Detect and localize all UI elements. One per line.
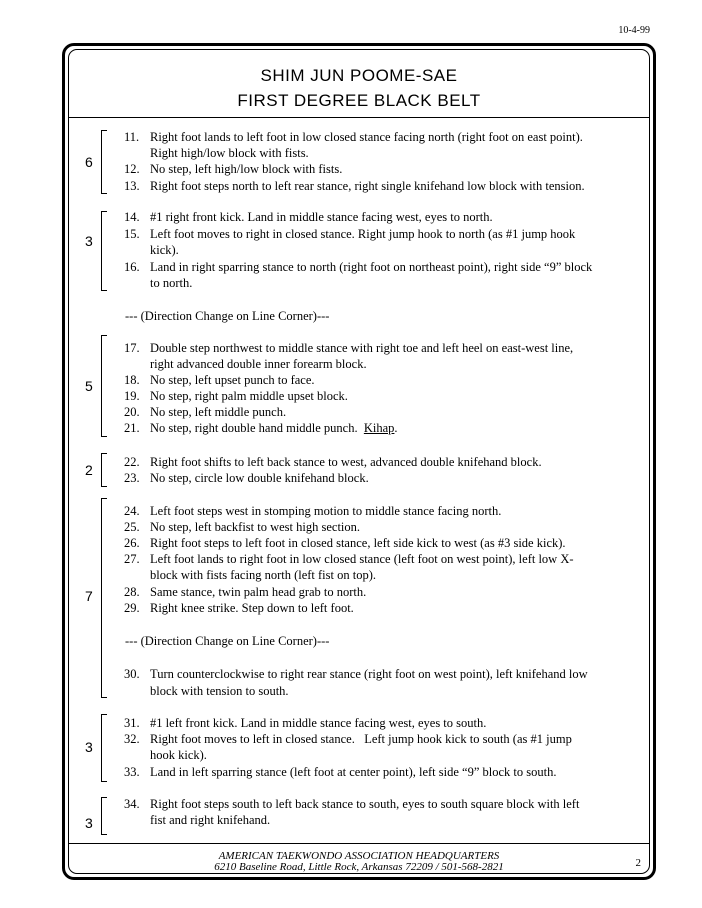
group-bracket	[101, 453, 107, 487]
step-text: Right foot moves to left in closed stance. Left jump hook kick to south (as #1 jump	[150, 732, 572, 746]
step-text: #1 right front kick. Land in middle stance facing west, eyes to north.	[150, 210, 493, 224]
step-11	[124, 129, 583, 145]
group-count: 2	[85, 462, 93, 478]
step-number: 12.	[124, 162, 140, 176]
step-text: Right foot steps to left foot in closed stance, left side kick to west (as #3 side kick).	[150, 536, 566, 550]
step-28	[124, 584, 366, 600]
step-number: 15.	[124, 227, 140, 241]
step-text: Right knee strike. Step down to left foot.	[150, 601, 354, 615]
step-number: 17.	[124, 341, 140, 355]
direction-change-note: --- (Direction Change on Line Corner)---	[125, 634, 330, 648]
step-text: Left foot steps west in stomping motion to middle stance facing north.	[150, 504, 502, 518]
group-bracket	[101, 335, 107, 437]
step-13	[124, 178, 585, 194]
step-number: 20.	[124, 405, 140, 419]
step-number: 16.	[124, 260, 140, 274]
step-23	[124, 470, 369, 486]
step-text: No step, left upset punch to face.	[150, 373, 315, 387]
step-32-continued: hook kick).	[150, 748, 207, 762]
step-34-continued: fist and right knifehand.	[150, 813, 271, 827]
kihap-label: Kihap	[363, 421, 395, 435]
step-number: 29.	[124, 601, 140, 615]
step-number: 11.	[124, 130, 140, 144]
group-bracket	[101, 714, 107, 782]
step-text: Left foot lands to right foot in low closed stance (left foot on west point), left low X-	[150, 552, 574, 566]
step-14	[124, 209, 493, 225]
form-title: SHIM JUN POOME-SAE	[260, 66, 458, 85]
step-number: 31.	[124, 716, 140, 730]
step-30	[124, 666, 588, 682]
step-17	[124, 340, 573, 356]
step-26	[124, 535, 566, 551]
step-text: Double step northwest to middle stance with right toe and left heel on east-west line,	[150, 341, 574, 355]
step-24	[124, 503, 501, 519]
step-text: Land in right sparring stance to north (right foot on northeast point), right side “9” block	[150, 260, 593, 274]
step-number: 18.	[124, 373, 140, 387]
footer-divider	[68, 843, 650, 844]
step-number: 24.	[124, 504, 140, 518]
step-34	[124, 796, 579, 812]
group-count: 3	[85, 739, 93, 755]
step-text: No step, left backfist to west high section.	[150, 520, 361, 534]
header-divider	[68, 117, 650, 118]
step-30-continued: block with tension to south.	[150, 684, 289, 698]
form-subtitle: FIRST DEGREE BLACK BELT	[237, 91, 481, 110]
step-number: 21.	[124, 421, 140, 435]
step-number: 25.	[124, 520, 140, 534]
step-33	[124, 764, 556, 780]
step-17-continued: right advanced double inner forearm block.	[150, 357, 367, 371]
step-text: Right foot shifts to left back stance to west, advanced double knifehand block.	[150, 455, 542, 469]
step-text: Land in left sparring stance (left foot at center point), left side “9” block to south.	[150, 765, 557, 779]
step-text: Same stance, twin palm head grab to north.	[150, 585, 367, 599]
step-16	[124, 259, 592, 275]
step-15	[124, 226, 575, 242]
step-text: Left foot moves to right in closed stance. Right jump hook to north (as #1 jump hook	[150, 227, 576, 241]
step-number: 23.	[124, 471, 140, 485]
group-bracket	[101, 498, 107, 698]
step-number: 19.	[124, 389, 140, 403]
step-20	[124, 404, 286, 420]
step-12	[124, 161, 342, 177]
step-29	[124, 600, 354, 616]
group-bracket	[101, 130, 107, 194]
step-25	[124, 519, 360, 535]
step-text: No step, right double hand middle punch.	[150, 421, 364, 435]
step-21	[124, 420, 398, 436]
step-number: 34.	[124, 797, 140, 811]
step-number: 32.	[124, 732, 140, 746]
group-count: 3	[85, 233, 93, 249]
group-count: 7	[85, 588, 93, 604]
step-number: 33.	[124, 765, 140, 779]
step-16-continued: to north.	[150, 276, 193, 290]
footer	[65, 851, 653, 873]
page-number: 2	[635, 857, 641, 869]
step-text: No step, circle low double knifehand block.	[150, 471, 369, 485]
step-27-continued: block with fists facing north (left fist on top).	[150, 568, 377, 582]
step-number: 22.	[124, 455, 140, 469]
document-date: 10-4-99	[618, 25, 650, 36]
group-count: 6	[85, 154, 93, 170]
group-count: 3	[85, 815, 93, 831]
step-11-continued: Right high/low block with fists.	[150, 146, 309, 160]
step-15-continued: kick).	[150, 243, 179, 257]
step-number: 28.	[124, 585, 140, 599]
step-number: 27.	[124, 552, 140, 566]
page-frame	[62, 43, 656, 880]
step-text: No step, left high/low block with fists.	[150, 162, 343, 176]
step-number: 13.	[124, 179, 140, 193]
group-count: 5	[85, 378, 93, 394]
step-27	[124, 551, 574, 567]
group-bracket	[101, 797, 107, 835]
footer-address: 6210 Baseline Road, Little Rock, Arkansas 72209 / 501-568-2821	[214, 861, 504, 873]
footer-organization: AMERICAN TAEKWONDO ASSOCIATION HEADQUARTERS	[218, 850, 500, 862]
step-number: 26.	[124, 536, 140, 550]
step-31	[124, 715, 486, 731]
step-number: 30.	[124, 667, 140, 681]
step-text-end: .	[394, 421, 398, 435]
step-text: No step, right palm middle upset block.	[150, 389, 348, 403]
step-18	[124, 372, 315, 388]
step-text: Right foot steps north to left rear stance, right single knifehand low block with tension.	[150, 179, 585, 193]
group-bracket	[101, 211, 107, 291]
step-text: Turn counterclockwise to right rear stance (right foot on west point), left knifehand low	[150, 667, 588, 681]
step-text: No step, left middle punch.	[150, 405, 287, 419]
step-text: Right foot lands to left foot in low closed stance facing north (right foot on east point).	[150, 130, 583, 144]
step-text: #1 left front kick. Land in middle stance facing west, eyes to south.	[150, 716, 487, 730]
step-19	[124, 388, 348, 404]
step-text: Right foot steps south to left back stance to south, eyes to south square block with left	[150, 797, 580, 811]
step-number: 14.	[124, 210, 140, 224]
step-22	[124, 454, 542, 470]
direction-change-note: --- (Direction Change on Line Corner)---	[125, 309, 330, 323]
step-32	[124, 731, 572, 747]
